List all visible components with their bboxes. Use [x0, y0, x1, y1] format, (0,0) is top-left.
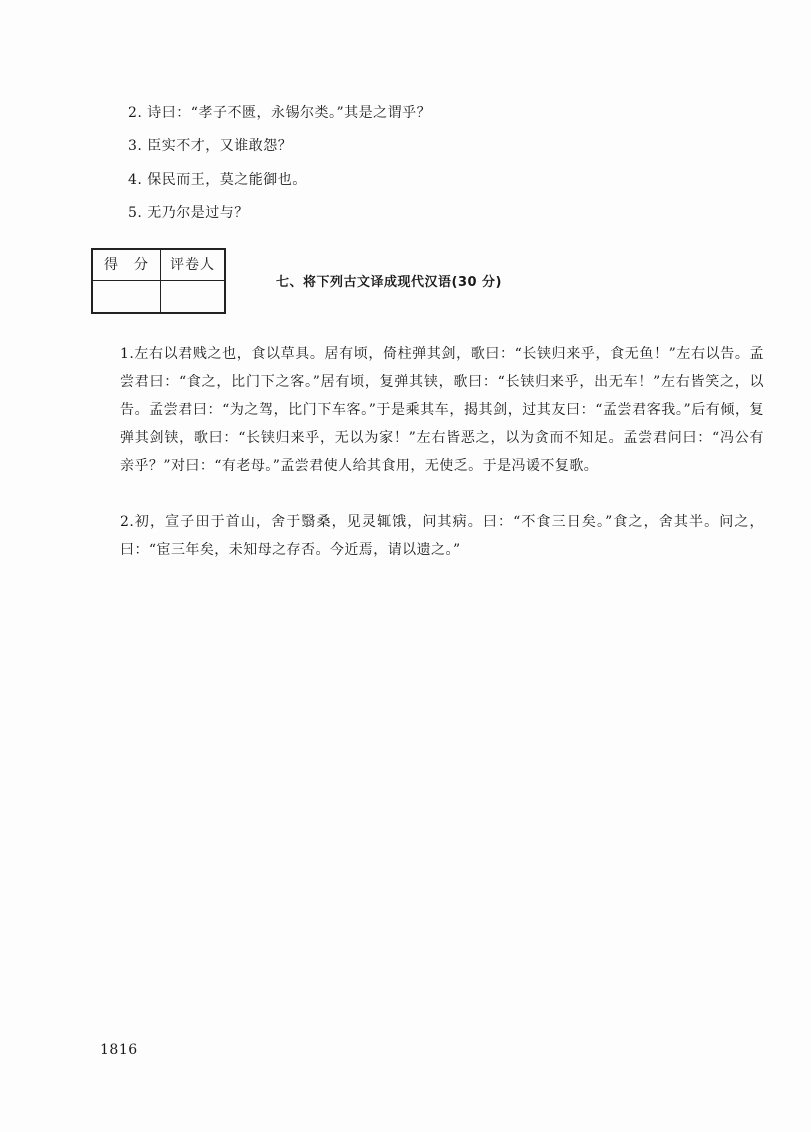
question-5: 5. 无乃尔是过与？	[128, 205, 249, 221]
passage-1	[92, 340, 764, 480]
passage-1-text: 1.左右以君贱之也，食以草具。居有顷，倚柱弹其剑，歌曰：“长铗归来乎，食无鱼！”左右以告。孟尝君曰：“食之，比门下之客。”居有顷，复弹其铗，歌曰：“长铗归来乎，出无车！”左右皆笑之，以告。孟尝君曰：“为之驾，比门下车客。”于是乘其车，揭其剑，过其友曰：“孟尝君客我。”后有倾，复弹其剑铗，歌曰：“长铗归来乎，无以为家！”左右皆恶之，以为贪而不知足。孟尝君问曰：“冯公有亲乎？”对曰：“有老母。”孟尝君使人给其食用，无使乏。于是冯谖不复歌。	[120, 346, 764, 474]
score-header: 得 分	[104, 257, 149, 273]
question-3: 3. 臣实不才，又谁敢怨？	[128, 138, 293, 154]
question-4: 4. 保民而王，莫之能御也。	[128, 172, 307, 188]
score-table	[91, 248, 226, 314]
page-number: 1816	[100, 1042, 138, 1058]
passage-2	[92, 508, 764, 564]
question-2: 2. 诗曰：“孝子不匮，永锡尔类。”其是之谓乎？	[128, 105, 432, 121]
section-heading: 七、将下列古文译成现代汉语(30 分)	[276, 275, 502, 290]
passage-2-text: 2.初，宣子田于首山，舍于翳桑，见灵辄饿，问其病。曰：“不食三日矣。”食之，舍其半。问之，曰：“宦三年矣，未知母之存否。今近焉，请以遗之。”	[120, 514, 764, 558]
grader-header: 评卷人	[170, 257, 215, 273]
grader-cell	[161, 281, 224, 312]
score-cell	[93, 281, 160, 312]
